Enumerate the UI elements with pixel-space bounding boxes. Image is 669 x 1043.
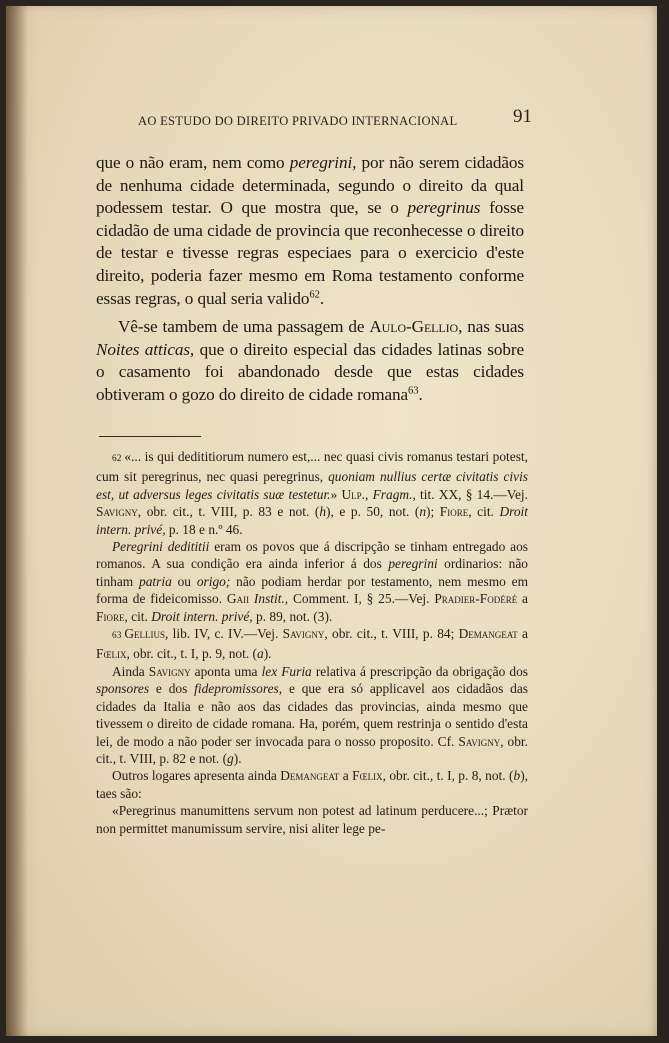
author-name: Fiore <box>96 608 125 624</box>
author-name: Demangeat <box>280 768 340 784</box>
italic-title: Instit., <box>253 591 289 607</box>
text-run: a <box>339 768 353 784</box>
italic-term: peregrini, <box>289 153 357 172</box>
italic-title: Droit intern. privé, <box>151 608 253 624</box>
running-head: AO ESTUDO DO DIREITO PRIVADO INTERNACIONAL <box>138 114 458 128</box>
italic-title: Noites atticas, <box>96 339 195 359</box>
italic-term: peregrinus <box>407 198 481 218</box>
footnote-ref-62[interactable]: 62 <box>309 288 320 300</box>
text-run: ordinarios: não tinham <box>96 556 528 589</box>
text-run: p. 89, not. (3). <box>252 608 333 624</box>
text-run: » <box>330 486 342 502</box>
footnote-number: 62 <box>112 454 122 464</box>
italic-quote: quoniam nullius certæ civitatis civis est, ut adversus leges civitatis suæ testetur. <box>96 469 528 502</box>
page-header <box>96 106 532 134</box>
footnote-63-quote <box>96 802 528 837</box>
text-run: , obr. cit., t. I, p. 8, not. ( <box>382 768 514 784</box>
footnote-62-continued <box>96 538 528 625</box>
paragraph-2 <box>96 316 524 406</box>
italic-term: origo; <box>196 573 231 589</box>
text-run: ); <box>426 504 440 520</box>
italic-term: peregrini <box>388 556 438 572</box>
footnote-62 <box>96 448 528 538</box>
author-name: Ulp. <box>341 486 366 502</box>
text-run: ). <box>233 750 242 766</box>
text-run: e que era só applicavel aos cidadãos das cidades da Italia e não aos das cidades das provincias, ainda mesmo que tivessem o direito de cidade romana. Ha, porém, quem restrinja o sentido d'esta lei, de modo a não poder ser invocada para o nosso proposito. Cf. <box>96 681 528 749</box>
text-run: fosse cidadão de uma cidade de provincia que reconhecesse o direito de testar e tivesse regras especiaes para o exercicio d'este direito, poderia fazer mesmo em Roma testamento conforme essas regras, o qual seria valido <box>96 198 524 308</box>
author-name: Fœlix <box>96 646 127 662</box>
italic-letter: g <box>227 750 234 766</box>
text-run: , <box>365 486 373 502</box>
main-text <box>96 152 524 407</box>
text-run: ou <box>171 573 197 589</box>
author-name: Fiore <box>439 504 469 520</box>
book-page <box>6 6 657 1036</box>
text-run: que o não eram, nem como <box>96 153 290 172</box>
text-run: por não serem cidadãos de nenhuma cidade determinada, segundo o direito da qual podessem testar. O que mostra que, se o <box>96 153 524 218</box>
footnote-63-others <box>96 767 528 802</box>
italic-term: sponsores <box>96 681 150 697</box>
italic-letter: n <box>419 504 427 520</box>
author-name: Gellius <box>124 626 166 642</box>
text-run: , tit. XX, § 14.—Vej. <box>412 486 529 502</box>
text-run: a <box>517 626 528 642</box>
text-run: p. 18 e n.º 46. <box>165 521 243 537</box>
text-run: , obr. cit., t. VIII, p. 84; <box>324 626 459 642</box>
author-name: Savigny <box>282 626 325 642</box>
text-run: ), taes são: <box>96 768 528 801</box>
footnote-63 <box>96 625 528 663</box>
author-name: Savigny <box>148 663 191 679</box>
author-name: Pradier-Fodéré <box>434 591 518 607</box>
text-run: que o direito especial das cidades latinas sobre o casamento foi abandonado desde que estas cidades obtiveram o gozo do direito de cidade romana <box>96 339 525 404</box>
italic-letter: a <box>257 646 264 662</box>
text-run: , obr. cit., t. VIII, p. 82 e not. ( <box>96 733 529 766</box>
footnote-ref-63[interactable]: 63 <box>408 385 419 397</box>
italic-term: lex Furia <box>261 663 312 679</box>
author-name: Demangeat <box>458 626 518 642</box>
text-run: , lib. IV, c. IV.—Vej. <box>165 626 283 642</box>
author-name: Aulo-Gellio <box>369 317 459 337</box>
italic-title: Droit intern. privé, <box>96 504 528 537</box>
author-name: Savigny <box>96 504 138 520</box>
italic-term: patria <box>139 573 172 589</box>
text-run: não podiam herdar por testamento, nem mesmo em forma de fideicomisso. <box>96 573 528 607</box>
author-name: Savigny <box>458 733 501 749</box>
author-name: Fœlix <box>352 768 383 784</box>
text-run: a <box>517 591 528 607</box>
footnote-63-continued <box>96 663 528 767</box>
italic-term: Peregrini dedititii <box>112 539 210 555</box>
page-number: 91 <box>513 106 532 127</box>
text-run: Ainda <box>112 663 149 679</box>
italic-letter: h <box>319 504 327 520</box>
text-run: , obr. cit., t. I, p. 9, not. ( <box>126 646 257 662</box>
text-run: , obr. cit., t. VIII, p. 83 e not. ( <box>137 504 320 520</box>
text-run: ). <box>263 646 272 662</box>
text-run: Outros logares apresenta ainda <box>112 768 281 784</box>
paragraph-1 <box>96 152 524 310</box>
footnotes <box>96 448 528 837</box>
footnote-number: 63 <box>112 631 122 642</box>
text-run: , nas suas <box>458 317 524 337</box>
latin-quote: «Peregrinus manumittens servum non potest ad latinum perducere...; Prætor non permittet manumissum servire, nisi aliter lege pe- <box>96 803 528 836</box>
text-run: Comment. I, § 25.—Vej. <box>288 591 435 607</box>
text-run: e dos <box>149 681 195 697</box>
page-gutter-shadow <box>6 6 28 1036</box>
italic-title: Fragm. <box>372 486 413 502</box>
author-name: Gaii <box>226 591 250 607</box>
text-run: , cit. <box>124 608 152 624</box>
text-run: aponta uma <box>190 663 262 679</box>
text-run: Vê-se tambem de uma passagem de <box>118 317 370 337</box>
footnote-divider <box>99 436 201 437</box>
text-run: ), e p. 50, not. ( <box>326 504 420 520</box>
text-run: . <box>319 288 325 308</box>
italic-letter: b <box>513 768 521 784</box>
text-run: eram os povos que á discripção se tinham entregado aos romanos. A sua condição era ainda inferior á dos <box>96 539 528 572</box>
text-run: , cit. <box>468 504 500 520</box>
text-run: «... is qui dedititiorum numero est,... nec quasi civis romanus testari potest, cum sit peregrinus, nec quasi peregrinus, <box>96 449 528 485</box>
text-run: relativa á prescripção da obrigação dos <box>311 663 528 679</box>
text-run: . <box>418 384 423 404</box>
italic-term: fidepromissores, <box>194 681 283 697</box>
